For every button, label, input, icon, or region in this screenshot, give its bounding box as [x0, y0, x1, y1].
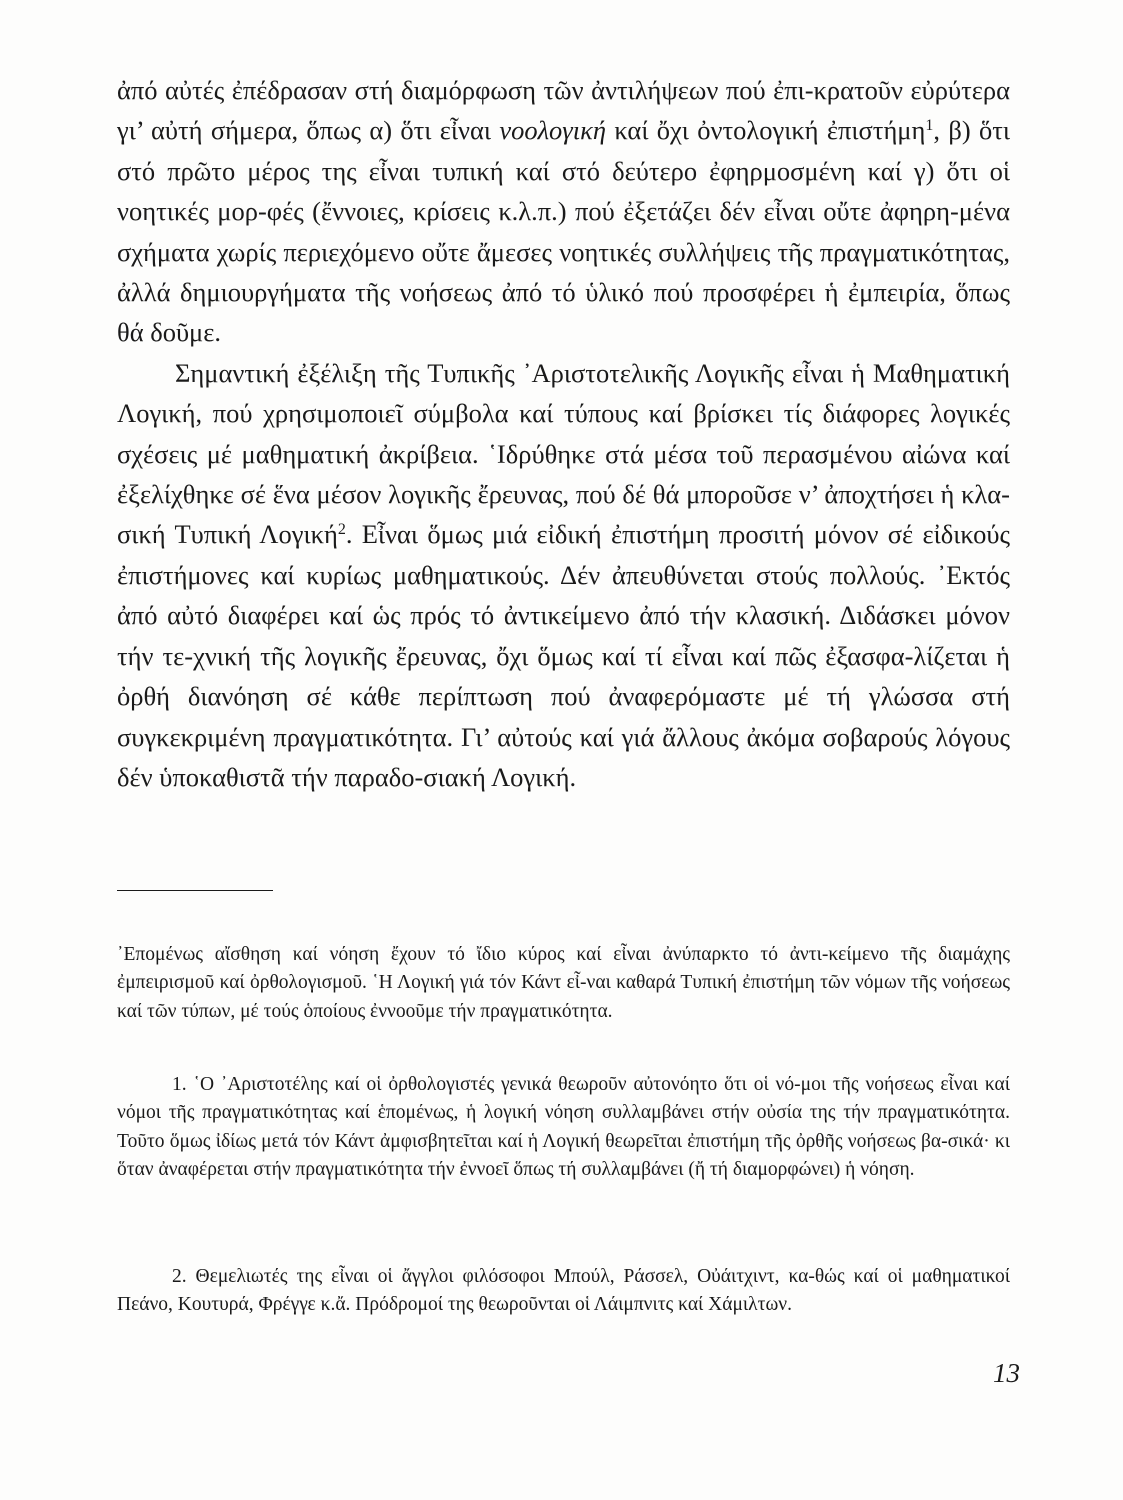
paragraph-2-text-b: . Εἶναι ὅμως μιά εἰδική ἐπιστήμη προσιτή μόνον σέ εἰδικούς ἐπιστήμονες καί κυρίως μαθηματικούς. Δέν ἀπευθύνεται στούς πολλούς. ᾿Εκτός ἀπό αὐτό διαφέρει καί ὡς πρός τό ἀντικείμενο ἀπό τήν κλασική. Διδάσκει μόνον τήν τε-χνική τῆς λογικῆς ἔρευνας, ὄχι ὅμως καί τί εἶναι καί πῶς ἐξασφα-λίζεται ἡ ὀρθή διανόηση σέ κάθε περίπτωση πού ἀναφερόμαστε μέ τή γλώσσα στή συγκεκριμένη πραγματικότητα. Γι’ αὐτούς καί γιά ἄλλους ἀκόμα σοβαρούς λόγους δέν ὑποκαθιστᾶ τήν παραδο-σιακή Λογική.: [117, 519, 1010, 792]
paragraph-1: [117, 70, 1010, 353]
footnote-continuation-text: ᾿Επομένως αἴσθηση καί νόηση ἔχουν τό ἴδιο κύρος καί εἶναι ἀνύπαρκτο τό ἀντι-κείμενο τῆς διαμάχης ἐμπειρισμοῦ καί ὀρθολογισμοῦ. ῾Η Λογική γιά τόν Κάντ εἶ-ναι καθαρά Τυπική ἐπιστήμη τῶν νόμων τῆς νοήσεως καί τῶν τύπων, μέ τούς ὁποίους ἐννοοῦμε τήν πραγματικότητα.: [117, 944, 1010, 1022]
footnote-2: [117, 1263, 1010, 1320]
paragraph-1-text-b: καί ὄχι ὀντολογική ἐπιστήμη: [605, 115, 926, 146]
footnote-ref-2: 2: [337, 521, 346, 539]
paragraph-2-text-a: Σημαντική ἐξέλιξη τῆς Τυπικῆς ᾿Αριστοτελικῆς Λογικῆς εἶναι ἡ Μαθηματική Λογική, πού χρησιμοποιεῖ σύμβολα καί τύπους καί βρίσκει τίς διάφορες λογικές σχέσεις μέ μαθηματική ἀκρίβεια. ῾Ιδρύθηκε στά μέσα τοῦ περασμένου αἰώνα καί ἐξελίχθηκε σέ ἕνα μέσον λογικῆς ἔρευνας, πού δέ θά μποροῦσε ν’ ἀποχτήσει ἡ κλα-σική Τυπική Λογική: [117, 357, 1010, 550]
footnote-1: [117, 1071, 1010, 1185]
footnote-divider: [117, 890, 273, 891]
footnote-2-text: 2. Θεμελιωτές της εἶναι οἱ ἄγγλοι φιλόσοφοι Μπούλ, Ράσσελ, Οὐάιτχιντ, κα-θώς καί οἱ μαθηματικοί Πεάνο, Κουτυρά, Φρέγγε κ.ἄ. Πρόδρομοί της θεωροῦνται οἱ Λάιμπνιτς καί Χάμιλτων.: [117, 1266, 1010, 1316]
footnote-continuation: [117, 941, 1010, 1026]
footnote-1-text: 1. ῾Ο ᾿Αριστοτέλης καί οἱ ὀρθολογιστές γενικά θεωροῦν αὐτονόητο ὅτι οἱ νό-μοι τῆς νοήσεως εἶναι καί νόμοι τῆς πραγματικότητας καί ἑπομένως, ἡ λογική νόηση συλλαμβάνει στήν οὐσία της τήν πραγματικότητα. Τοῦτο ὅμως ἰδίως μετά τόν Κάντ ἀμφισβητεῖται καί ἡ Λογική θεωρεῖται ἐπιστήμη τῆς ὀρθῆς νοήσεως βα-σικά· κι ὅταν ἀναφέρεται στήν πραγματικότητα τήν ἐννοεῖ ὅπως τή συλλαμβάνει (ἤ τή διαμορφώνει) ἡ νόηση.: [117, 1074, 1010, 1181]
paragraph-2: [117, 353, 1010, 797]
footnote-ref-1: 1: [925, 117, 934, 135]
page-number: 13: [993, 1358, 1020, 1388]
paragraph-1-text-a: ἀπό αὐτές ἐπέδρασαν στή διαμόρφωση τῶν ἀντιλήψεων πού ἐπι-κρατοῦν εὐρύτερα γι’ αὐτή σήμερα, ὅπως α) ὅτι εἶναι: [117, 75, 1010, 146]
main-text: [117, 70, 1010, 797]
emphasized-term: νοολογική: [499, 115, 606, 146]
paragraph-1-text-c: , β) ὅτι στό πρῶτο μέρος της εἶναι τυπική καί στό δεύτερο ἐφηρμοσμένη καί γ) ὅτι οἱ νοητικές μορ-φές (ἔννοιες, κρίσεις κ.λ.π.) πού ἐξετάζει δέν εἶναι οὔτε ἀφηρη-μένα σχήματα χωρίς περιεχόμενο οὔτε ἄμεσες νοητικές συλλήψεις τῆς πραγματικότητας, ἀλλά δημιουργήματα τῆς νοήσεως ἀπό τό ὑλικό πού προσφέρει ἡ ἐμπειρία, ὅπως θά δοῦμε.: [117, 115, 1010, 348]
